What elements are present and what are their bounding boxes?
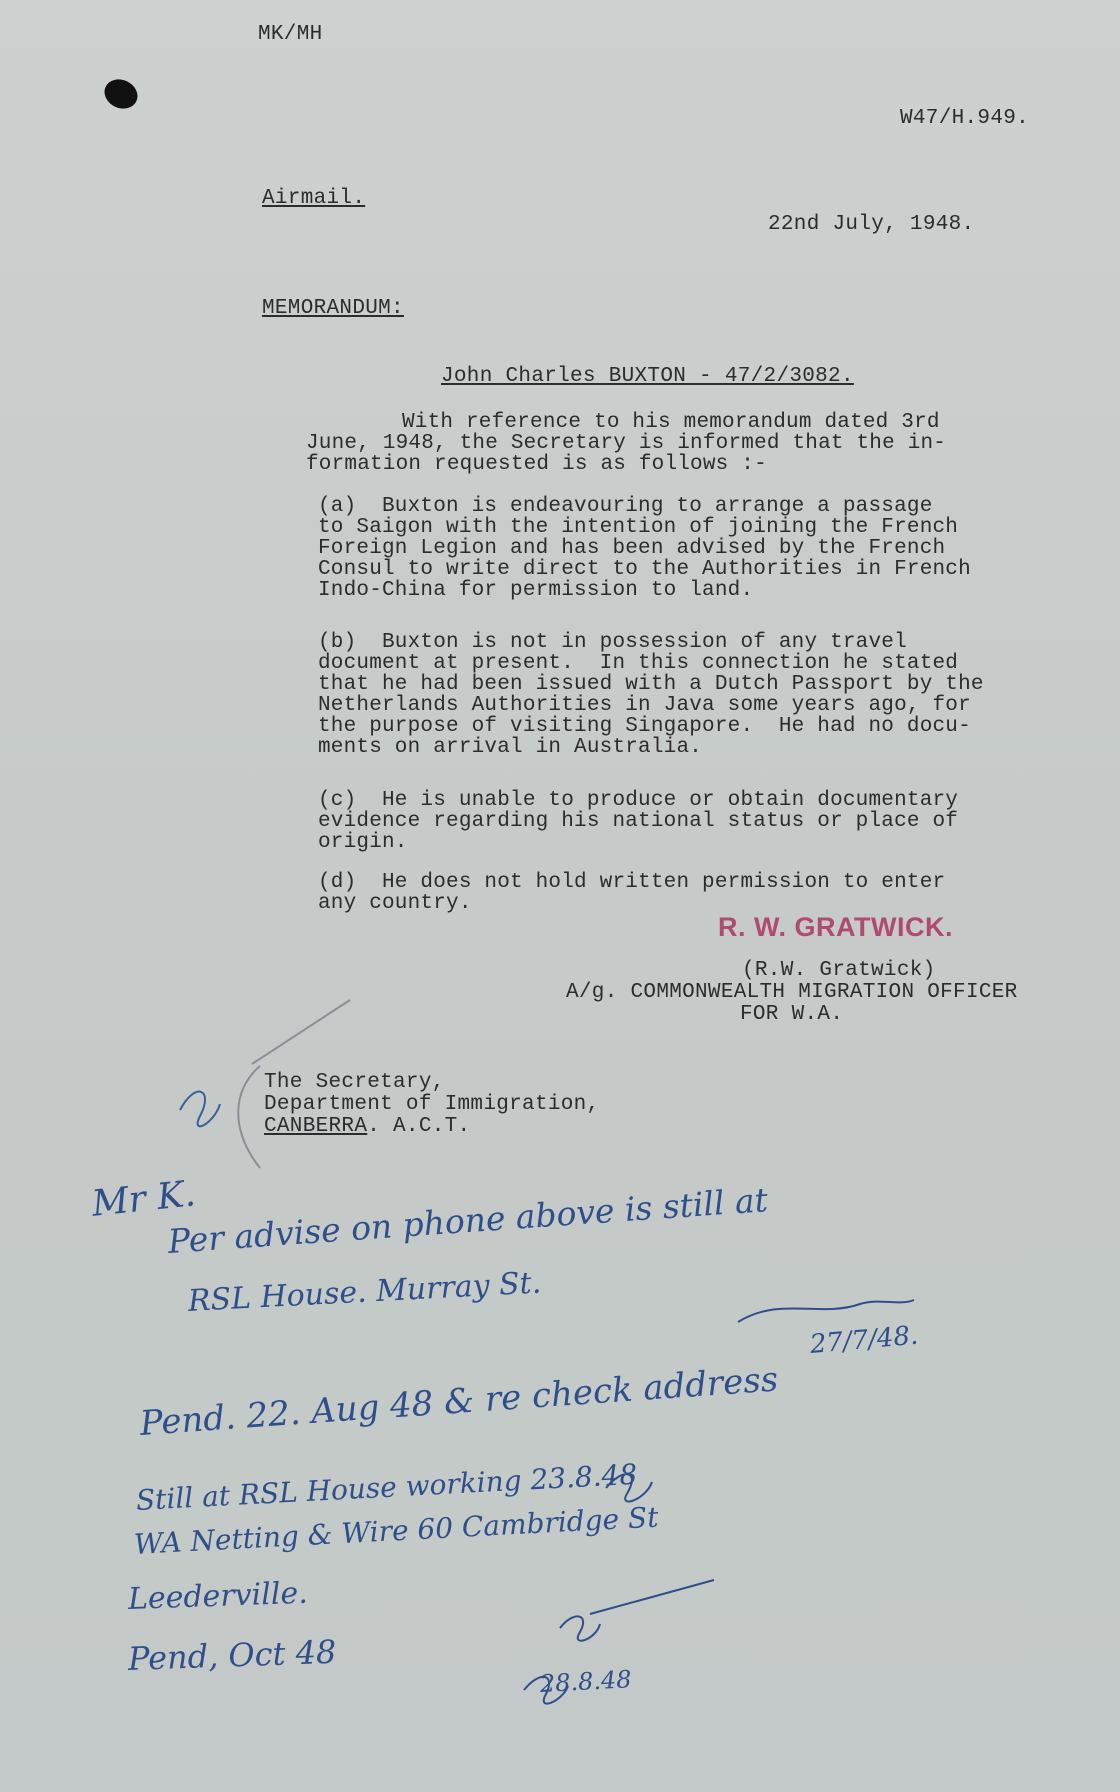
signatory-region: FOR W.A.	[740, 1003, 844, 1026]
pencil-stroke	[252, 1000, 350, 1064]
signatory-title: A/g. COMMONWEALTH MIGRATION OFFICER	[566, 981, 1018, 1004]
hand-initials: Mr K.	[89, 1173, 198, 1225]
memo-heading: MEMORANDUM:	[262, 297, 404, 320]
intro-line: June, 1948, the Secretary is informed that the in-	[306, 432, 947, 455]
typist-initials: MK/MH	[258, 23, 323, 46]
addressee-department: Department of Immigration,	[264, 1093, 600, 1116]
reference-number: W47/H.949.	[900, 107, 1030, 130]
addressee-city: CANBERRA	[264, 1115, 368, 1138]
item-line: ments on arrival in Australia.	[318, 736, 703, 759]
initials-scribble	[524, 1677, 568, 1704]
item-line: (b) Buxton is not in possession of any travel	[318, 631, 907, 654]
hand-note-line: Pend, Oct 48	[127, 1632, 337, 1678]
hand-date: 28.8.48	[539, 1665, 633, 1698]
memo-subject: John Charles BUXTON - 47/2/3082.	[441, 365, 854, 388]
delivery-method: Airmail.	[262, 187, 366, 210]
initials-scribble	[560, 1616, 600, 1640]
item-line: origin.	[318, 831, 408, 854]
item-line: (a) Buxton is endeavouring to arrange a passage	[318, 495, 933, 518]
intro-line: formation requested is as follows :-	[306, 453, 767, 476]
item-line: the purpose of visiting Singapore. He had no docu-	[318, 715, 971, 738]
item-line: (d) He does not hold written permission to enter	[318, 871, 946, 894]
address-bracket	[238, 1066, 260, 1168]
signature-scribble	[738, 1300, 914, 1322]
hand-note-line: Still at RSL House working 23.8.48	[135, 1457, 638, 1517]
addressee-title: The Secretary,	[264, 1071, 445, 1094]
item-line: evidence regarding his national status or place of	[318, 810, 959, 833]
item-line: Consul to write direct to the Authorities in French	[318, 558, 971, 581]
hand-note-line: Per advise on phone above is still at	[166, 1180, 770, 1261]
item-line: that he had been issued with a Dutch Passport by the	[318, 673, 984, 696]
item-line: Foreign Legion and has been advised by the French	[318, 537, 946, 560]
signature-stamp: R. W. GRATWICK.	[718, 912, 953, 942]
initials-scribble	[180, 1092, 220, 1127]
initials-scribble	[606, 1474, 652, 1501]
hand-initials-date: 27/7/48.	[808, 1320, 920, 1360]
item-line: (c) He is unable to produce or obtain documentary	[318, 789, 959, 812]
hand-note-line: RSL House. Murray St.	[187, 1265, 543, 1319]
item-line: any country.	[318, 892, 472, 915]
hand-note-line: WA Netting & Wire 60 Cambridge St	[133, 1500, 660, 1561]
hand-note-line: Leederville.	[127, 1575, 309, 1617]
signatory-name: (R.W. Gratwick)	[742, 959, 936, 982]
item-line: Indo-China for permission to land.	[318, 579, 754, 602]
pen-stroke	[590, 1580, 714, 1614]
addressee-territory: . A.C.T.	[367, 1115, 471, 1138]
item-line: Netherlands Authorities in Java some years ago, for	[318, 694, 971, 717]
letter-date: 22nd July, 1948.	[768, 213, 975, 236]
hand-note-line: Pend. 22. Aug 48 & re check address	[138, 1359, 780, 1444]
intro-line: With reference to his memorandum dated 3rd	[402, 411, 940, 434]
item-line: document at present. In this connection he stated	[318, 652, 959, 675]
item-line: to Saigon with the intention of joining the French	[318, 516, 959, 539]
